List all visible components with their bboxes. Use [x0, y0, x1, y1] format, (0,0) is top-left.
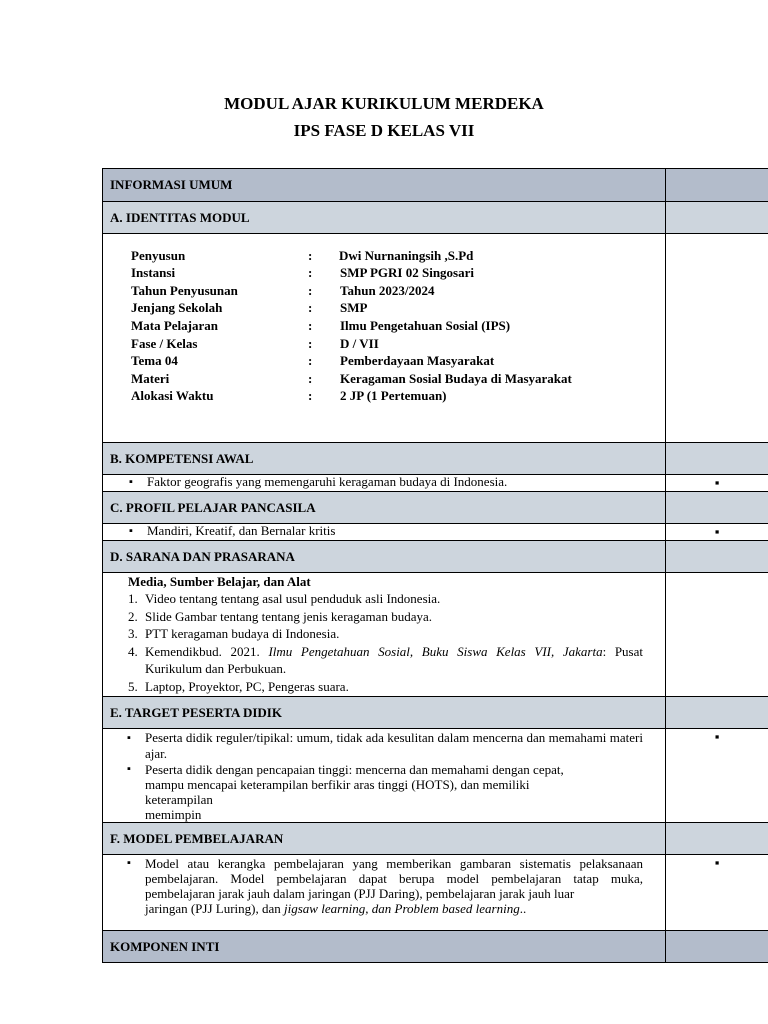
sarana-item: 3. PTT keragaman budaya di Indonesia. [128, 626, 340, 641]
kompetensi-content-row [103, 475, 768, 492]
section-profil-pelajar [103, 492, 768, 524]
section-heading: KOMPONEN INTI [110, 939, 220, 954]
section-model [103, 823, 768, 855]
sarana-item: 2. Slide Gambar tentang tentang jenis keragaman budaya. [128, 608, 432, 624]
section-kompetensi-awal [103, 443, 768, 475]
section-heading: A. IDENTITAS MODUL [110, 210, 250, 225]
identitas-content-row: Penyusun : Dwi Nurnaningsih ,S.Pd Instansi : SMP PGRI 02 Singosari Tahun Penyusunan : Tahun 2023/2024 Jenjang Sekolah : SMP Mata Pelajaran : Ilmu Pengetahuan Sosial (IPS) Fase / Kelas : D / VII Tema 04 : Pemberdayaan Masyarakat Materi : Keragaman Sosial Budaya di Masyarakat Alokasi Waktu : 2 JP (1 Pertemuan) [103, 234, 768, 443]
section-heading: F. MODEL PEMBELAJARAN [110, 831, 284, 846]
bullet-marker: ▪ [666, 475, 768, 492]
document-title: MODUL AJAR KURIKULUM MERDEKA [224, 94, 544, 113]
model-content-row [103, 855, 768, 931]
section-heading: D. SARANA DAN PRASARANA [110, 549, 295, 564]
module-table [102, 168, 768, 963]
profil-content-row [103, 524, 768, 541]
profil-item: ▪ Mandiri, Kreatif, dan Bernalar kritis [99, 524, 665, 539]
section-sarana [103, 541, 768, 573]
bullet-marker: ▪ [666, 524, 768, 541]
bullet-marker: ▪ [666, 855, 768, 931]
kompetensi-item: ▪ Faktor geografis yang memengaruhi keragaman budaya di Indonesia. [99, 475, 665, 490]
sarana-content-row [103, 573, 768, 697]
section-heading: INFORMASI UMUM [110, 177, 233, 192]
section-heading: E. TARGET PESERTA DIDIK [110, 705, 282, 720]
target-item: ▪ Peserta didik reguler/tipikal: umum, tidak ada kesulitan dalam mencerna dan memahami materi ajar. [97, 730, 665, 762]
sarana-list [103, 590, 665, 695]
sarana-subtitle: Media, Sumber Belajar, dan Alat [128, 574, 311, 589]
section-komponen-inti [103, 931, 768, 963]
sarana-item: 4. Kemendikbud. 2021. Ilmu Pengetahuan Sosial, Buku Siswa Kelas VII, Jakarta: Pusat Kurikulum dan Perbukuan. [128, 643, 643, 676]
document-subtitle: IPS FASE D KELAS VII [293, 121, 475, 140]
section-target [103, 697, 768, 729]
target-item: ▪ Peserta didik dengan pencapaian tinggi: mencerna dan memahami dengan cepat, mampu mencapai keterampilan berfikir aras tinggi (HOTS), dan memiliki keterampilan memimpin [97, 762, 665, 822]
section-identitas-modul [103, 202, 768, 234]
sarana-item: 5. Laptop, Proyektor, PC, Pengeras suara. [128, 678, 349, 694]
section-heading: B. KOMPETENSI AWAL [110, 451, 254, 466]
target-content-row [103, 729, 768, 823]
model-item: ▪ Model atau kerangka pembelajaran yang memberikan gambaran sistematis pelaksanaan pembelajaran. Model pembelajaran dapat berupa model pembelajaran tatap muka, pembelajaran jarak jauh dalam jaringan (PJJ Daring), pembelajaran jarak jauh luar jaringan (PJJ Luring), dan jigsaw learning, dan Problem based learning.. [97, 856, 665, 916]
sarana-item: 1. Video tentang tentang asal usul penduduk asli Indonesia. [128, 591, 441, 606]
section-informasi-umum [103, 169, 768, 202]
bullet-marker: ▪ [666, 729, 768, 823]
section-heading: C. PROFIL PELAJAR PANCASILA [110, 500, 316, 515]
